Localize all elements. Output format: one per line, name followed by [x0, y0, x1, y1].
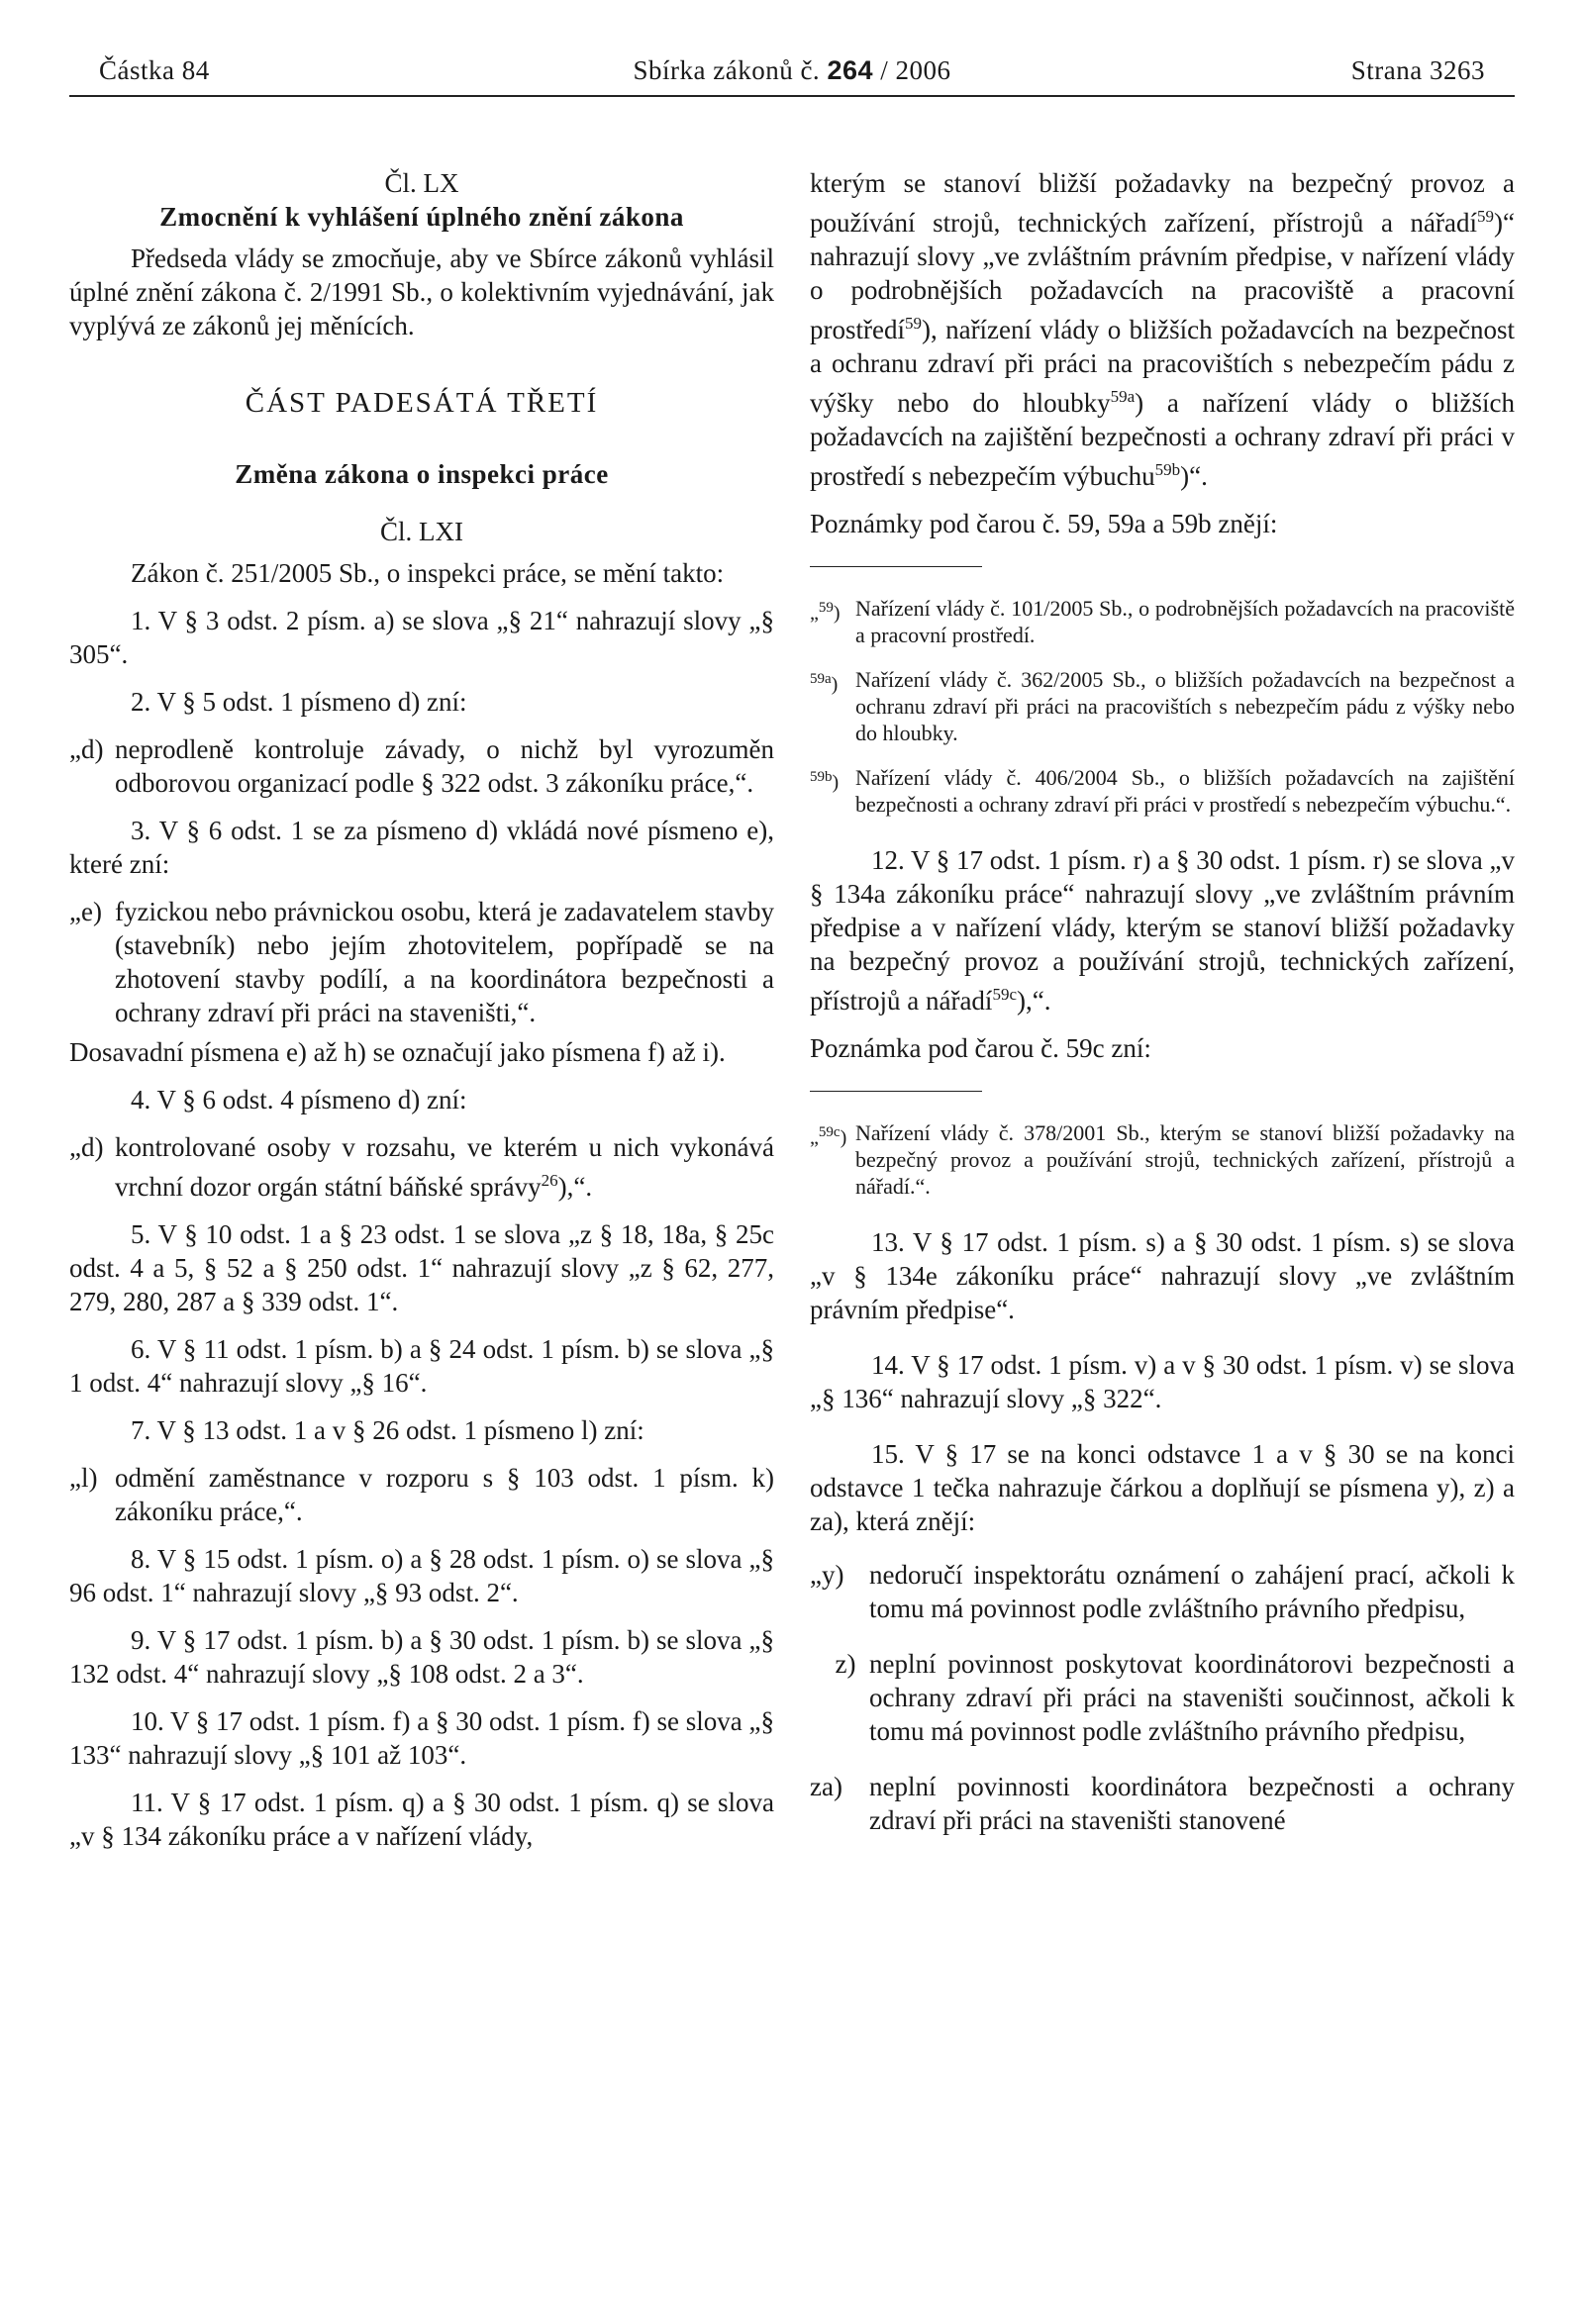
point-8: 8. V § 15 odst. 1 písm. o) a § 28 odst. 1 písm. o) se slova „§ 96 odst. 1“ nahrazují slovy „§ 93 odst. 2“.: [69, 1544, 774, 1607]
text-part: )“.: [1180, 461, 1208, 491]
item-label: „d): [69, 1132, 104, 1162]
footnote-59c-intro: Poznámka pod čarou č. 59c zní:: [810, 1033, 1151, 1063]
point-15: 15. V § 17 se na konci odstavce 1 a v § 30 se na konci odstavce 1 tečka nahrazuje čárkou a doplňují se písmena y), z) a za), která znějí:: [810, 1439, 1515, 1536]
footnote-number: 59c: [818, 1124, 841, 1140]
point-7-letter-l: [69, 1461, 774, 1528]
footnote-ref: 59: [904, 314, 922, 333]
page-header: [69, 48, 1515, 95]
text-part: ) a nařízení vlády o bližších požadavcích na zajištění bezpečnosti a ochrany zdraví při práci v prostředí s nebezpečím výbuchu: [810, 388, 1516, 491]
header-collection-prefix: Sbírka zákonů č.: [633, 55, 821, 85]
part-title: ČÁST PADESÁTÁ TŘETÍ: [245, 387, 599, 419]
point-5: 5. V § 10 odst. 1 a § 23 odst. 1 se slova „z § 18, 18a, § 25c odst. 4 a 5, § 52 a § 250 odst. 1“ nahrazují slovy „z § 62, 277, 279, 280, 287 a § 339 odst. 1“.: [69, 1219, 774, 1316]
text-part: ), nařízení vlády o bližších požadavcích na bezpečnost a ochranu zdraví při práci na pracovištích s nebezpečím pádu z výšky nebo do hloubky: [810, 315, 1515, 418]
footnote-ref: 59c: [992, 985, 1017, 1004]
paren: ): [832, 771, 840, 794]
item-label: „e): [69, 897, 102, 926]
quote-mark: „: [810, 1126, 819, 1149]
footnote-number: 59b: [810, 769, 833, 785]
point-1: 1. V § 3 odst. 2 písm. a) se slova „§ 21“ nahrazují slovy „§ 305“.: [69, 606, 774, 669]
header-rule: [69, 95, 1515, 97]
footnote-59a: [810, 666, 1515, 746]
item-label: za): [810, 1772, 842, 1801]
footnote-label: [810, 595, 855, 648]
item-label: „d): [69, 734, 104, 764]
footnote-ref: 59: [1477, 207, 1495, 226]
point-10: 10. V § 17 odst. 1 písm. f) a § 30 odst. 1 písm. f) se slova „§ 133“ nahrazují slovy „§ 101 až 103“.: [69, 1706, 774, 1770]
footnote-ref: 26: [541, 1171, 558, 1190]
footnote-59b: [810, 764, 1515, 818]
item-label: [810, 1647, 869, 1748]
item-text-part: kontrolované osoby v rozsahu, ve kterém u nich vykonává vrchní dozor orgán státní báňské správy: [115, 1132, 774, 1202]
point-4-letter-d: [69, 1130, 774, 1204]
footnote-text: Nařízení vlády č. 406/2004 Sb., o bližších požadavcích na zajištění bezpečnosti a ochrany zdraví při práci v prostředí s nebezpečím výbuchu.“.: [855, 765, 1515, 817]
letter-z: [810, 1647, 1515, 1748]
point-11-continuation: [810, 166, 1515, 493]
point-13: 13. V § 17 odst. 1 písm. s) a § 30 odst. 1 písm. s) se slova „v § 134e zákoníku práce“ nahrazují slovy „ve zvláštním právním předpise“.: [810, 1227, 1515, 1324]
paren: ): [833, 602, 841, 625]
footnote-text: Nařízení vlády č. 101/2005 Sb., o podrobnějších požadavcích na pracoviště a pracovní prostředí.: [855, 596, 1515, 647]
paren: ): [840, 1126, 847, 1149]
point-12: [810, 843, 1515, 1017]
text-part: )“ nahrazují slovy „ve zvláštním právním předpise, v nařízení vlády o podrobnějších požadavcích na pracoviště a pracovní prostředí: [810, 208, 1515, 344]
item-text: neplní povinnosti koordinátora bezpečnosti a ochrany zdraví při práci na staveništi stanovené: [869, 1772, 1515, 1835]
item-text: [115, 1130, 774, 1204]
footnote-number: 59a: [810, 671, 832, 687]
header-part-number: Částka 84: [99, 55, 210, 85]
point-3: 3. V § 6 odst. 1 se za písmeno d) vkládá nové písmeno e), které zní:: [69, 816, 774, 879]
point-7: 7. V § 13 odst. 1 a v § 26 odst. 1 písmeno l) zní:: [131, 1415, 644, 1445]
footnote-text: Nařízení vlády č. 362/2005 Sb., o bližších požadavcích na bezpečnost a ochranu zdraví při práci na pracovištích s nebezpečím pádu z výšky nebo do hloubky.: [855, 667, 1515, 745]
point-6: 6. V § 11 odst. 1 písm. b) a § 24 odst. 1 písm. b) se slova „§ 1 odst. 4“ nahrazují slovy „§ 16“.: [69, 1334, 774, 1398]
item-label: „y): [810, 1560, 844, 1590]
paren: ): [831, 673, 839, 696]
item-label: „l): [69, 1463, 98, 1493]
item-text-part: ),“.: [557, 1172, 593, 1202]
point-2-letter-d: [69, 732, 774, 800]
footnote-rule: [810, 566, 982, 567]
footnote-label: [810, 666, 855, 746]
part-subtitle: Změna zákona o inspekci práce: [235, 459, 609, 489]
header-page-number: Strana 3263: [1350, 55, 1485, 85]
quote-mark: „: [810, 602, 819, 625]
text-part: ),“.: [1017, 986, 1051, 1016]
point-2: 2. V § 5 odst. 1 písmeno d) zní:: [131, 687, 467, 717]
point-11: 11. V § 17 odst. 1 písm. q) a § 30 odst. 1 písm. q) se slova „v § 134 zákoníku práce a v nařízení vlády,: [69, 1788, 774, 1851]
article-lxi-number: Čl. LXI: [380, 517, 463, 546]
item-text: fyzickou nebo právnickou osobu, která je zadavatelem stavby (stavebník) nebo jejím zhotovitelem, popřípadě se na zhotovení stavby podílí, a na koordinátora bezpečnosti a ochrany zdraví při práci na staveništi,“.: [115, 897, 774, 1027]
header-collection-number: 264: [827, 55, 873, 85]
article-lx-number: Čl. LX: [384, 168, 459, 198]
article-lx-text: Předseda vlády se zmocňuje, aby ve Sbírce zákonů vyhlásil úplné znění zákona č. 2/1991 Sb., o kolektivním vyjednávání, jak vyplývá ze zákonů jej měnících.: [69, 243, 774, 340]
item-label-text: z): [835, 1649, 856, 1679]
item-text: odmění zaměstnance v rozporu s § 103 odst. 1 písm. k) zákoníku práce,“.: [115, 1463, 774, 1526]
letter-za: [810, 1770, 1515, 1837]
footnote-ref: 59b: [1154, 460, 1181, 479]
item-text: nedoručí inspektorátu oznámení o zahájení prací, ačkoli k tomu má povinnost podle zvláštního právního předpisu,: [869, 1560, 1515, 1623]
point-3-note: Dosavadní písmena e) až h) se označují jako písmena f) až i).: [69, 1037, 726, 1067]
point-9: 9. V § 17 odst. 1 písm. b) a § 30 odst. 1 písm. b) se slova „§ 132 odst. 4“ nahrazují slovy „§ 108 odst. 2 a 3“.: [69, 1625, 774, 1689]
footnotes-intro: Poznámky pod čarou č. 59, 59a a 59b znějí:: [810, 509, 1278, 538]
letter-y: [810, 1558, 1515, 1625]
footnote-label: [810, 1119, 855, 1200]
article-lx-title: Zmocnění k vyhlášení úplného znění zákona: [159, 202, 684, 232]
header-collection-year: / 2006: [880, 55, 951, 85]
point-14: 14. V § 17 odst. 1 písm. v) a v § 30 odst. 1 písm. v) se slova „§ 136“ nahrazují slovy „§ 322“.: [810, 1350, 1515, 1413]
footnote-59: [810, 595, 1515, 648]
footnote-number: 59: [818, 600, 834, 616]
footnote-rule: [810, 1091, 982, 1092]
footnote-59c: [810, 1119, 1515, 1200]
text-part: kterým se stanoví bližší požadavky na bezpečný provoz a používání strojů, technických zařízení, přístrojů a nářadí: [810, 168, 1515, 238]
footnote-text: Nařízení vlády č. 378/2001 Sb., kterým se stanoví bližší požadavky na bezpečný provoz a používání strojů, technických zařízení, přístrojů a nářadí.“.: [855, 1120, 1515, 1199]
left-column: [69, 166, 774, 1867]
item-text: neplní povinnost poskytovat koordinátorovi bezpečnosti a ochrany zdraví při práci na staveništi součinnost, ačkoli k tomu má povinnost podle zvláštního právního předpisu,: [869, 1649, 1515, 1746]
item-text: neprodleně kontroluje závady, o nichž byl vyrozuměn odborovou organizací podle § 322 odst. 3 zákoníku práce,“.: [115, 734, 774, 798]
intro-paragraph: Zákon č. 251/2005 Sb., o inspekci práce, se mění takto:: [131, 558, 725, 588]
point-3-letter-e: [69, 895, 774, 1029]
text-part: 12. V § 17 odst. 1 písm. r) a § 30 odst. 1 písm. r) se slova „v § 134a zákoníku práce“ nahrazují slovy „ve zvláštním právním předpise a v nařízení vlády, kterým se stanoví bližší požadavky na bezpečný provoz a používání strojů, technických zařízení, přístrojů a nářadí: [810, 845, 1515, 1016]
header-collection: [69, 55, 1515, 86]
footnote-label: [810, 764, 855, 818]
right-column: [810, 166, 1515, 1851]
footnote-ref: 59a: [1110, 387, 1136, 406]
point-4: 4. V § 6 odst. 4 písmeno d) zní:: [131, 1085, 467, 1114]
